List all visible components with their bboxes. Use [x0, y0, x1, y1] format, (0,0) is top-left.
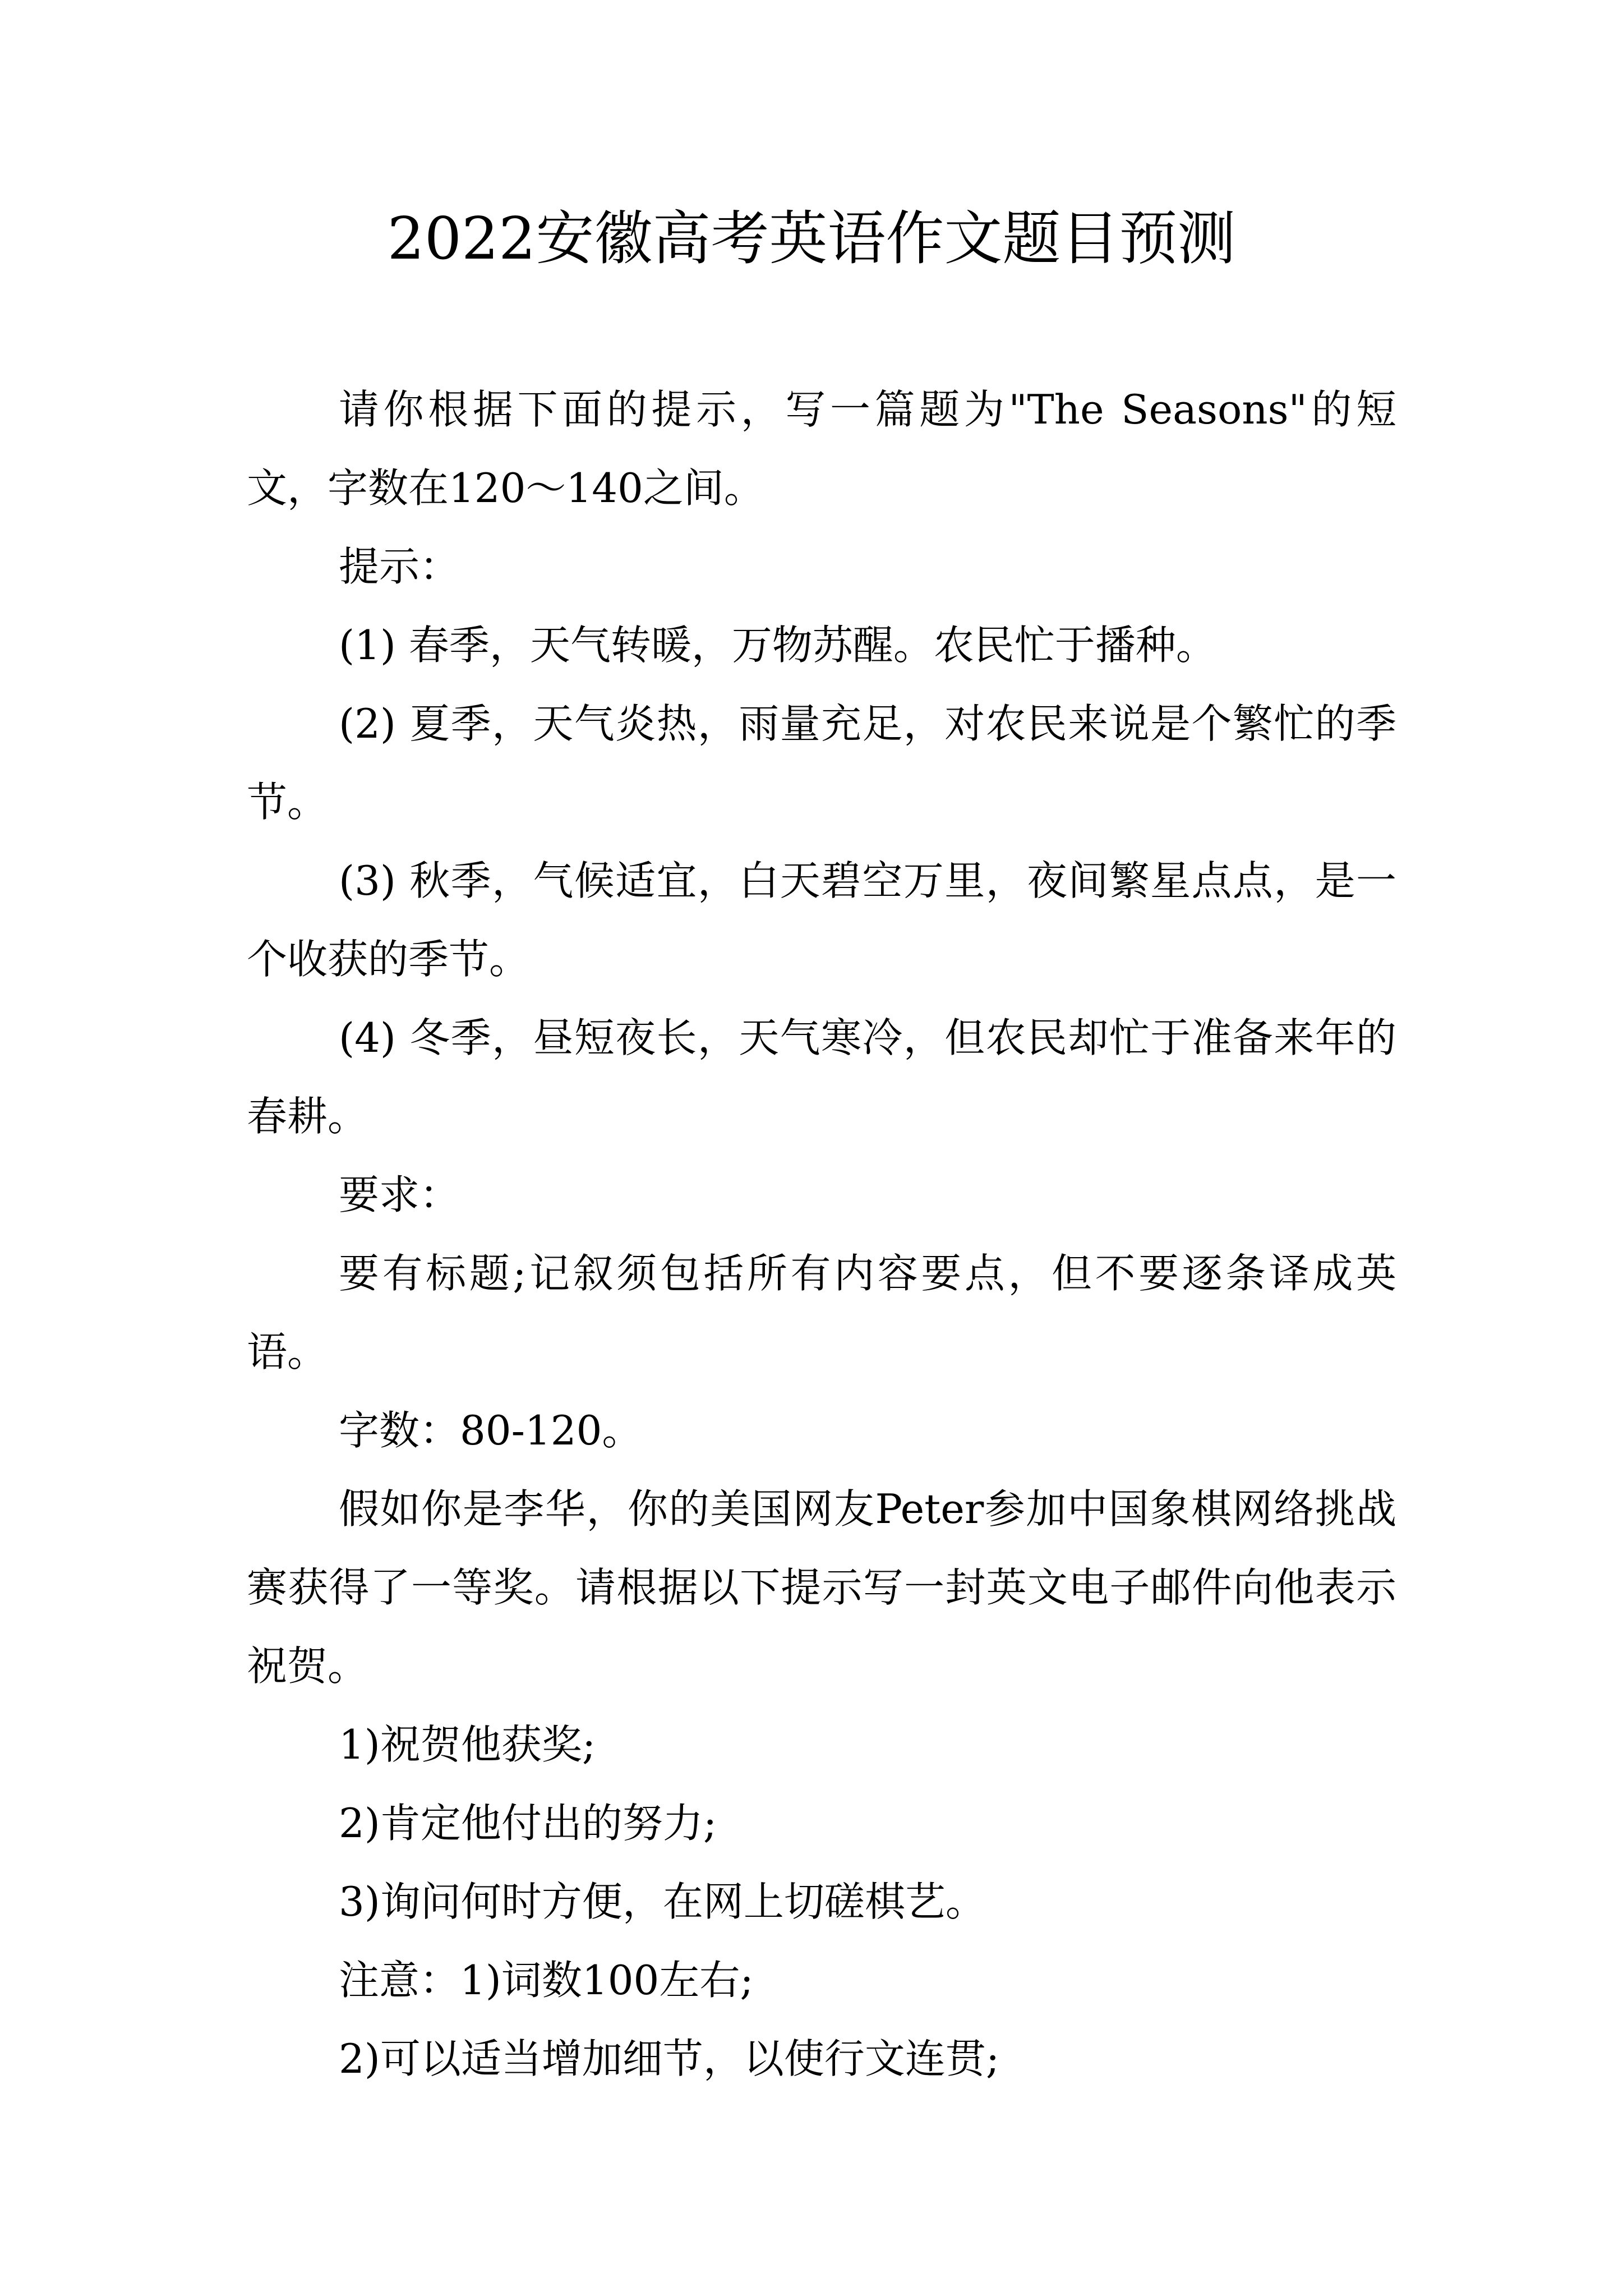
document-title: 2022安徽高考英语作文题目预测	[387, 204, 1236, 273]
paragraph-hint-winter: (4) 冬季，昼短夜长，天气寒冷，但农民却忙于准备来年的春耕。	[247, 1014, 1396, 1140]
paragraph-word-count: 字数：80-120。	[339, 1407, 643, 1454]
paragraph-point-3: 3)询问何时方便，在网上切磋棋艺。	[339, 1878, 986, 1925]
paragraph-point-1: 1)祝贺他获奖;	[339, 1721, 596, 1768]
paragraph-note-2: 2)可以适当增加细节，以使行文连贯;	[339, 2035, 1000, 2082]
paragraph-hint-summer: (2) 夏季，天气炎热，雨量充足，对农民来说是个繁忙的季节。	[247, 700, 1396, 826]
document-body	[247, 370, 1396, 2098]
paragraph-note-1: 注意：1)词数100左右;	[339, 1957, 754, 2004]
paragraph-point-2: 2)肯定他付出的努力;	[339, 1800, 717, 1847]
paragraph-requirements-heading: 要求：	[339, 1171, 460, 1218]
paragraph-instructions: 请你根据下面的提示，写一篇题为"The Seasons"的短文，字数在120～140之间。	[247, 386, 1396, 512]
paragraph-hints-heading: 提示：	[339, 543, 460, 590]
paragraph-requirements: 要有标题;记叙须包括所有内容要点，但不要逐条译成英语。	[247, 1250, 1396, 1375]
paragraph-email-prompt: 假如你是李华，你的美国网友Peter参加中国象棋网络挑战赛获得了一等奖。请根据以下提示写一封英文电子邮件向他表示祝贺。	[247, 1485, 1396, 1690]
paragraph-hint-spring: (1) 春季，天气转暖，万物苏醒。农民忙于播种。	[339, 622, 1216, 669]
paragraph-hint-autumn: (3) 秋季，气候适宜，白天碧空万里，夜间繁星点点，是一个收获的季节。	[247, 857, 1396, 983]
